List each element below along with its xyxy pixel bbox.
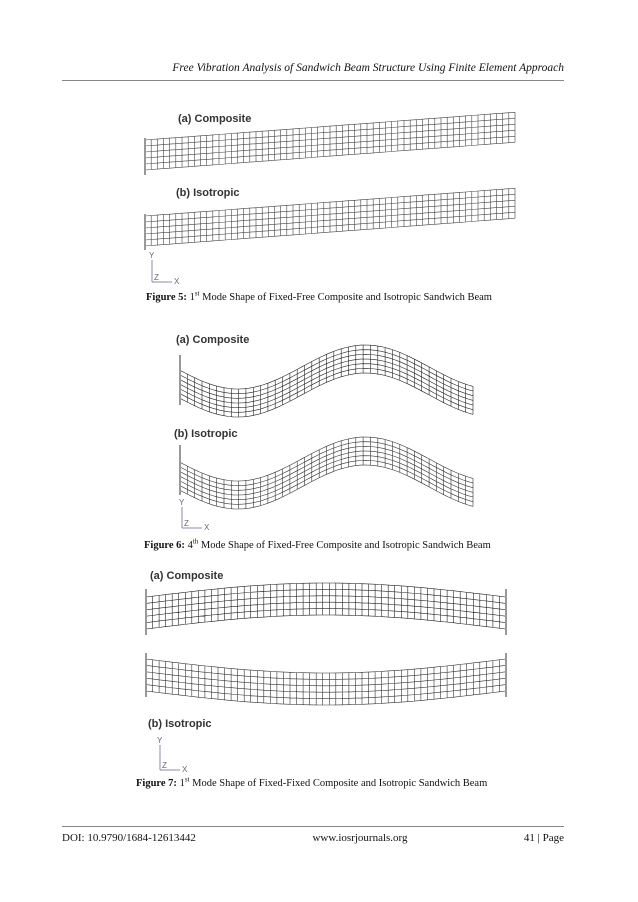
figure-5-caption-label: Figure 5: [146, 292, 187, 303]
figure-5 [140, 100, 520, 290]
figure-5-label-isotropic: (b) Isotropic [176, 187, 240, 199]
figure-5-axis-z: Z [154, 273, 159, 282]
figure-6-image [168, 325, 498, 535]
figure-7-label-composite: (a) Composite [150, 570, 224, 582]
figure-6-caption-sup: th [192, 537, 199, 546]
figure-6-caption-text: Mode Shape of Fixed-Free Composite and Isotropic Sandwich Beam [200, 540, 491, 551]
footer-rule [62, 826, 564, 827]
figure-7-axis-y: Y [157, 736, 163, 745]
figure-7-caption-sup: st [184, 775, 190, 784]
figure-7-image [136, 565, 516, 775]
figure-6-axis-x: X [204, 523, 210, 532]
figure-6-caption [144, 537, 491, 551]
figure-5-label-composite: (a) Composite [178, 113, 252, 125]
figure-7 [136, 565, 516, 775]
figure-5-axis-triad [149, 251, 180, 286]
figure-7-composite-beam [146, 583, 506, 629]
footer-doi: DOI: 10.9790/1684-12613442 [62, 832, 196, 844]
figure-7-axis-x: X [182, 765, 188, 774]
figure-7-caption-text: Mode Shape of Fixed-Fixed Composite and Isotropic Sandwich Beam [192, 778, 488, 789]
figure-5-caption-num: 1 [189, 292, 195, 303]
figure-6-axis-triad [179, 498, 210, 532]
figure-5-caption-text: Mode Shape of Fixed-Free Composite and Isotropic Sandwich Beam [202, 292, 492, 303]
footer-website: www.iosrjournals.org [312, 832, 408, 844]
figure-6-axis-z: Z [184, 519, 189, 528]
figure-6 [168, 325, 498, 535]
figure-6-axis-y: Y [179, 498, 185, 507]
figure-6-label-isotropic: (b) Isotropic [174, 428, 238, 440]
header-rule [62, 80, 564, 81]
figure-7-caption [136, 775, 488, 789]
figure-7-axis-triad [157, 736, 188, 774]
figure-6-composite-beam [180, 345, 473, 417]
figure-5-axis-y: Y [149, 251, 155, 260]
figure-7-caption-num: 1 [179, 778, 185, 789]
figure-6-label-composite: (a) Composite [176, 334, 250, 346]
figure-5-axis-x: X [174, 277, 180, 286]
figure-5-image [140, 100, 520, 290]
figure-7-axis-z: Z [162, 761, 167, 770]
figure-7-label-isotropic: (b) Isotropic [148, 718, 212, 730]
figure-6-caption-label: Figure 6: [144, 540, 185, 551]
footer-page-number: 41 | Page [523, 832, 564, 844]
figure-5-caption-sup: st [194, 289, 200, 298]
figure-5-caption [146, 289, 492, 303]
figure-7-isotropic-beam [146, 659, 506, 705]
running-header: Free Vibration Analysis of Sandwich Beam Structure Using Finite Element Approach [172, 62, 564, 74]
figure-7-caption-label: Figure 7: [136, 778, 177, 789]
figure-6-caption-num: 4 [187, 540, 193, 551]
figure-6-isotropic-beam [180, 437, 473, 509]
